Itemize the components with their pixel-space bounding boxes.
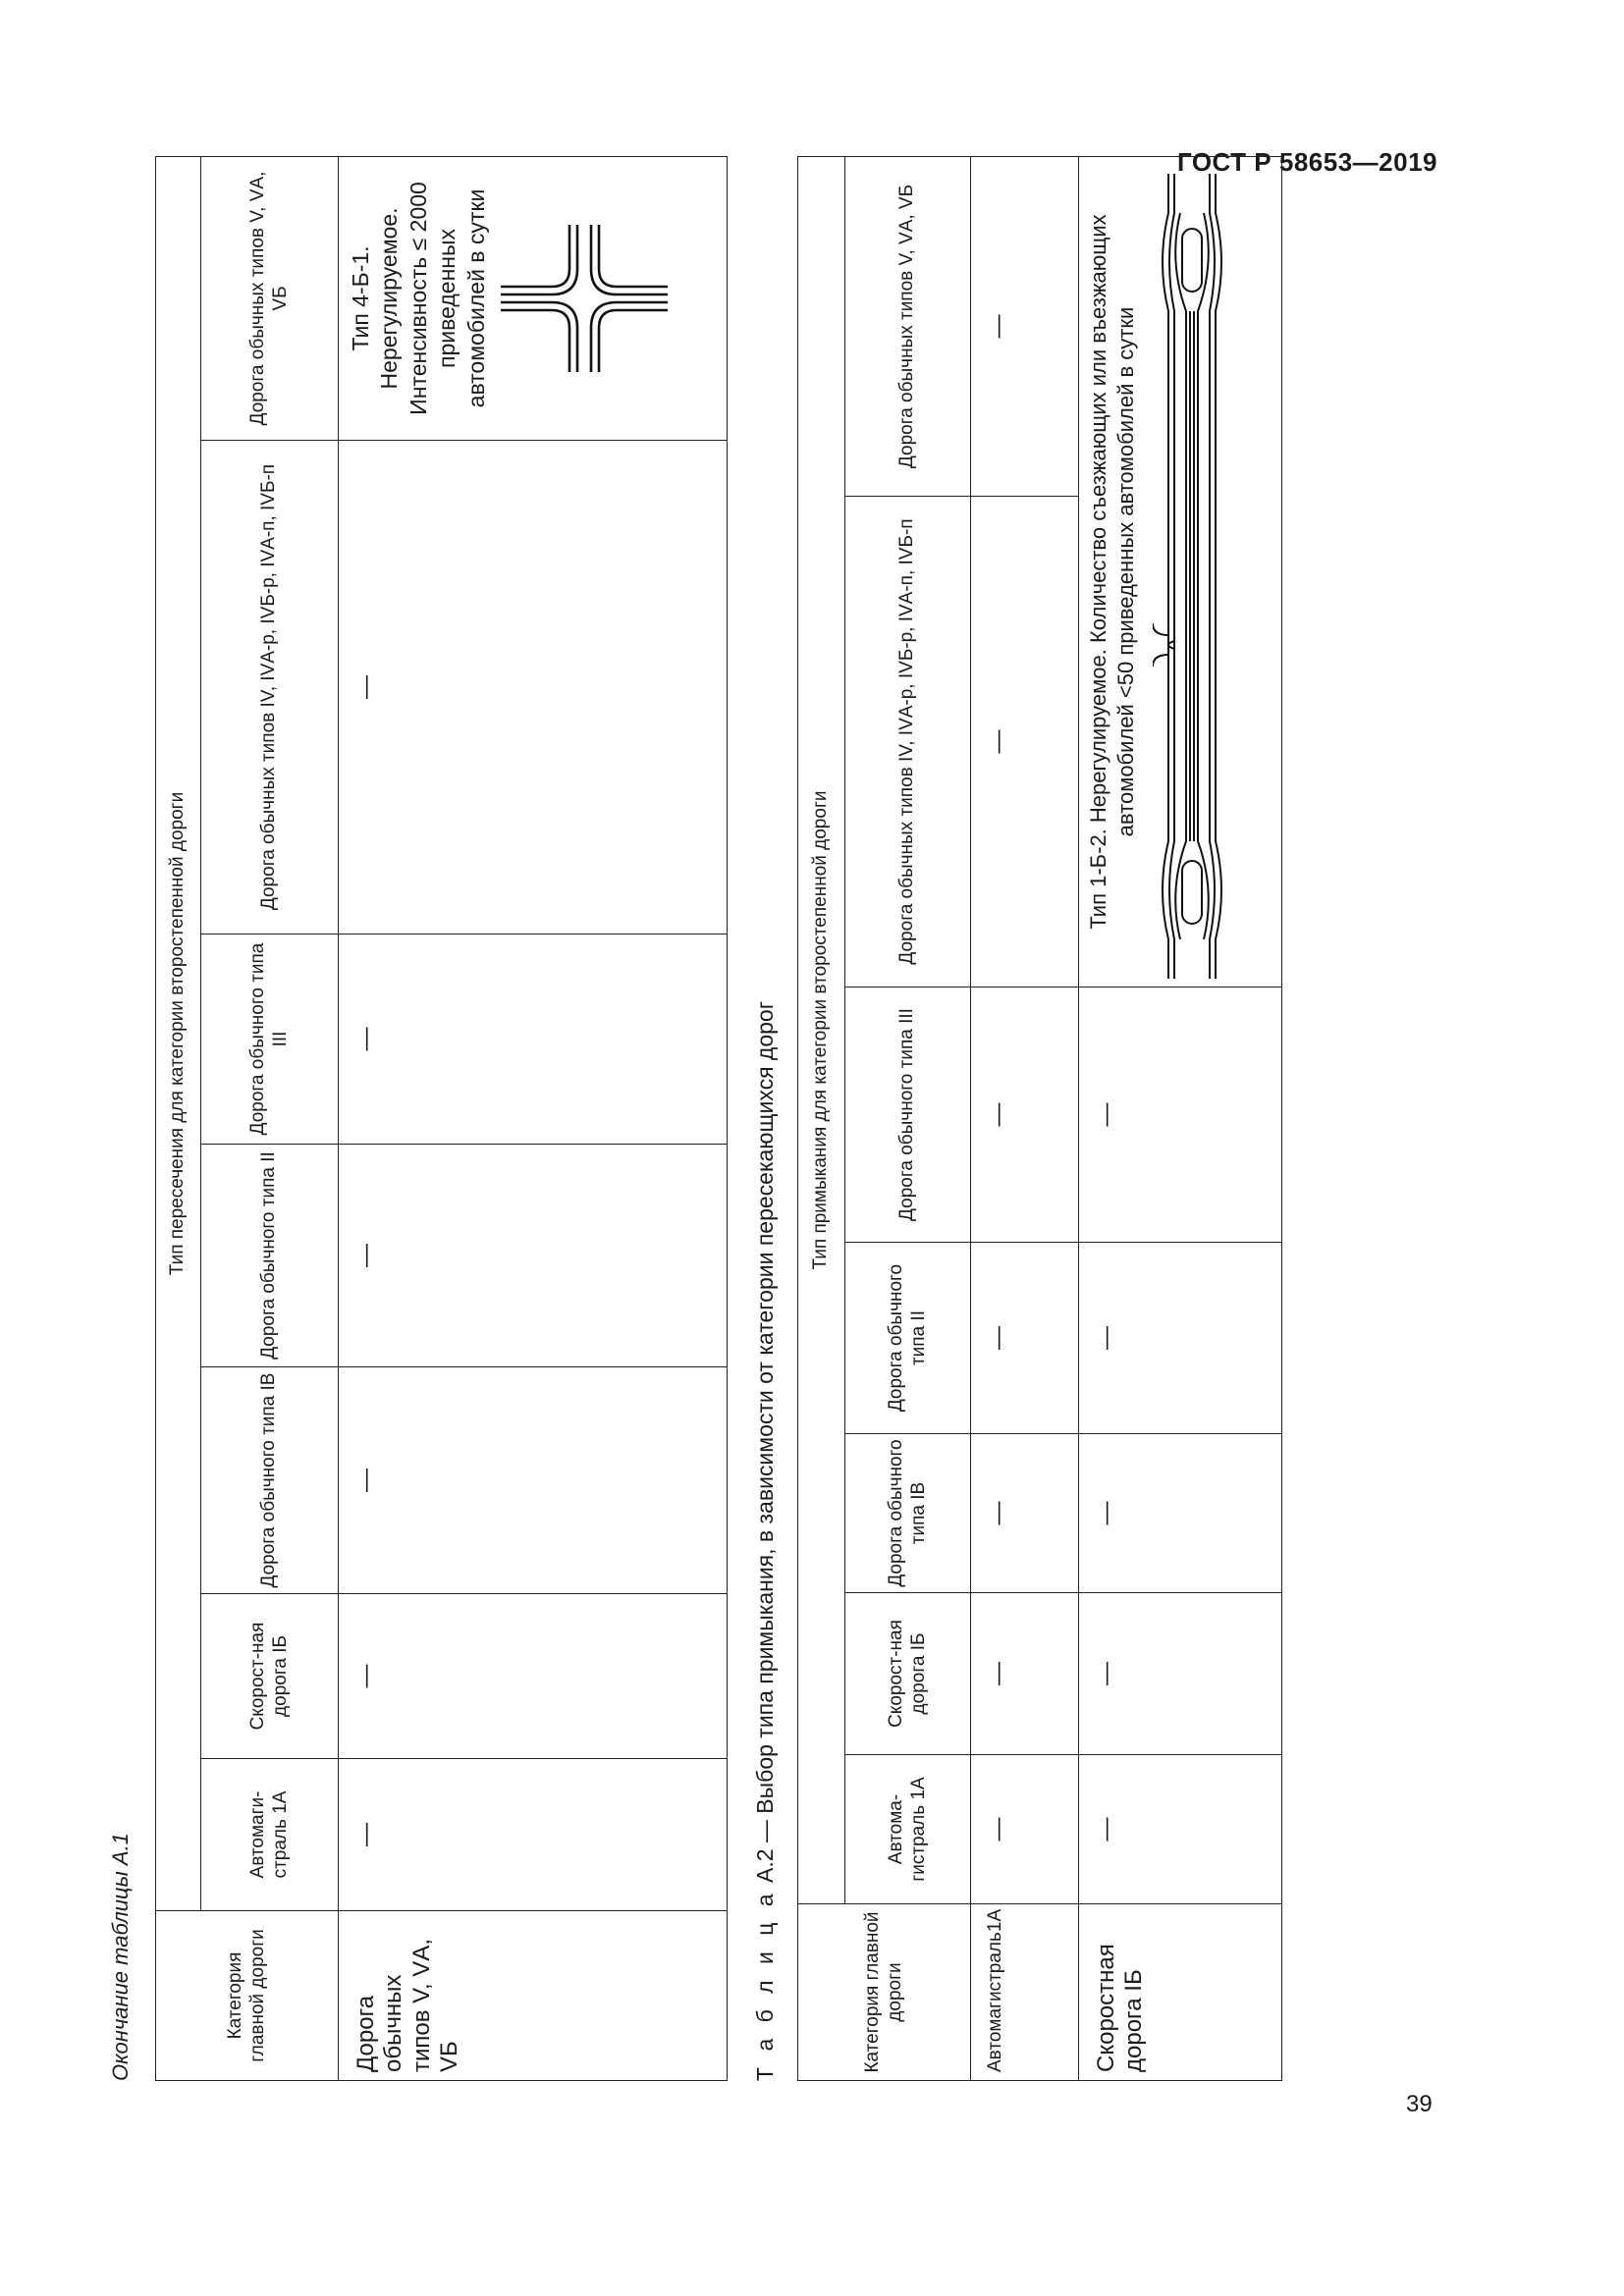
table-a2-wrapper bbox=[752, 157, 1281, 2081]
t1-cell: — bbox=[339, 1759, 728, 1911]
t2-col-iv-group: Дорога обычных типов IV, IVА-р, IVБ-р, IVА-п, IVБ-п bbox=[845, 497, 971, 988]
t2-row2-cell: — bbox=[1079, 988, 1282, 1243]
t2-row2-cell: — bbox=[1079, 1243, 1282, 1434]
t2-head-main: Категория главной дороги bbox=[798, 1904, 971, 2081]
page-number: 39 bbox=[1406, 2091, 1433, 2117]
t1-cell: — bbox=[339, 1145, 728, 1367]
t2-col-iv: Дорога обычного типа IВ bbox=[845, 1434, 971, 1593]
table-a2-caption bbox=[752, 1001, 779, 2081]
table-a1-caption: Окончание таблицы А.1 bbox=[108, 1833, 133, 2081]
table-a2-caption-text: А.2 — Выбор типа примыкания, в зависимости от категории пересекающихся дорог bbox=[752, 1000, 778, 1890]
t1-head-main: Категория главной дороги bbox=[156, 1911, 339, 2081]
t1-col-iv-group: Дорога обычных типов IV, IVА-р, IVБ-р, IVА-п, IVБ-п bbox=[201, 441, 339, 934]
t2-row2-cell: — bbox=[1079, 1593, 1282, 1755]
table-a1-wrapper bbox=[108, 157, 727, 2081]
table-a2-caption-prefix: Т а б л и ц а bbox=[752, 1889, 778, 2081]
crossroad-diagram-icon bbox=[501, 225, 668, 372]
t1-last-cell bbox=[339, 156, 728, 440]
t2-row1-cell: — bbox=[971, 1593, 1079, 1755]
t1-last-cell-text: Тип 4-Б-1. Нерегулируемое. Интенсивность ≤ 2000 приведенных автомобилей в сутки bbox=[348, 182, 489, 415]
t2-row1-cell: — bbox=[971, 988, 1079, 1243]
junction-diagram-icon bbox=[1153, 174, 1231, 979]
table-a2 bbox=[797, 156, 1282, 2081]
t2-row2-cell: — bbox=[1079, 1755, 1282, 1904]
t1-cell: — bbox=[339, 934, 728, 1145]
t1-cell: — bbox=[339, 441, 728, 934]
t2-row1-label: Автомагистраль1А bbox=[971, 1904, 1079, 2081]
t2-row1-cell: — bbox=[971, 1755, 1079, 1904]
standard-header: ГОСТ Р 58653—2019 bbox=[1176, 147, 1437, 177]
t2-col-1a: Автома-гистраль 1А bbox=[845, 1755, 971, 1904]
t1-col-iii: Дорога обычного типа III bbox=[201, 934, 339, 1145]
t1-group-header: Тип пересечения для категории второстепенной дороги bbox=[156, 156, 201, 1910]
t2-col-ii: Дорога обычного типа II bbox=[845, 1243, 971, 1434]
t2-row2-label: Скоростная дорога IБ bbox=[1079, 1904, 1282, 2081]
t2-row1-cell: — bbox=[971, 1243, 1079, 1434]
t2-row2-last-cell bbox=[1079, 157, 1282, 988]
t1-col-1a: Автомаги-страль 1А bbox=[201, 1759, 339, 1911]
t2-row2-last-text: Тип 1-Б-2. Нерегулируемое. Количество съезжающих или въезжающих автомобилей <50 приведенных автомобилей в сутки bbox=[1086, 214, 1138, 930]
t2-row1-cell: — bbox=[971, 157, 1079, 497]
t1-col-ii: Дорога обычного типа II bbox=[201, 1145, 339, 1367]
t2-col-v-group: Дорога обычных типов V, VА, VБ bbox=[845, 157, 971, 497]
t2-col-ib: Скорост-ная дорога IБ bbox=[845, 1593, 971, 1755]
t1-col-iv: Дорога обычного типа IВ bbox=[201, 1367, 339, 1594]
t2-col-iii: Дорога обычного типа III bbox=[845, 988, 971, 1243]
t2-row1-cell: — bbox=[971, 1434, 1079, 1593]
t1-col-v-group: Дорога обычных типов V, VА, VБ bbox=[201, 156, 339, 440]
t1-col-ib: Скорост-ная дорога IБ bbox=[201, 1594, 339, 1759]
table-a1 bbox=[155, 156, 728, 2081]
t1-cell: — bbox=[339, 1367, 728, 1594]
t2-row2-cell: — bbox=[1079, 1434, 1282, 1593]
t1-cell: — bbox=[339, 1594, 728, 1759]
t2-row1-cell: — bbox=[971, 497, 1079, 988]
t1-row-label: Дорога обычных типов V, VА, VБ bbox=[339, 1911, 728, 2081]
t2-group-header: Тип примыкания для категории второстепенной дороги bbox=[798, 157, 845, 1904]
